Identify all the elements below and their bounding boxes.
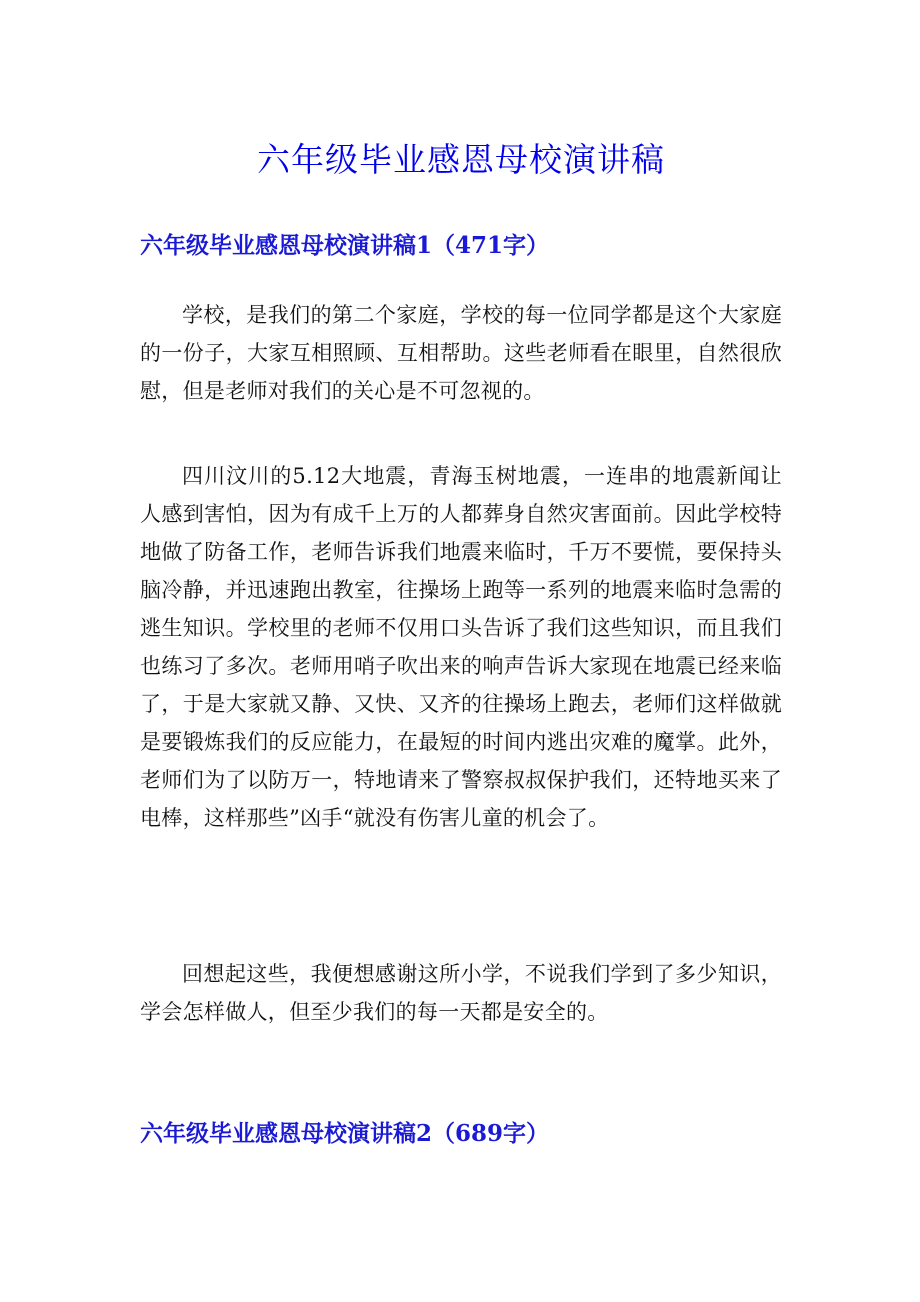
section-heading-2: 六年级毕业感恩母校演讲稿2（689字）: [140, 1120, 550, 1147]
paragraph-1: 学校，是我们的第二个家庭，学校的每一位同学都是这个大家庭的一份子，大家互相照顾、互相帮助。这些老师看在眼里，自然很欣慰，但是老师对我们的关心是不可忽视的。: [140, 303, 782, 403]
page-title: 六年级毕业感恩母校演讲稿: [257, 140, 665, 179]
section-heading-1: 六年级毕业感恩母校演讲稿1（471字）: [140, 232, 550, 259]
paragraph-3: 回想起这些，我便想感谢这所小学，不说我们学到了多少知识，学会怎样做人，但至少我们的每一天都是安全的。: [140, 962, 782, 1024]
paragraph-2: 四川汶川的5.12大地震，青海玉树地震，一连串的地震新闻让人感到害怕，因为有成千上万的人都葬身自然灾害面前。因此学校特地做了防备工作，老师告诉我们地震来临时，千万不要慌，要保持头脑冷静，并迅速跑出教室，往操场上跑等一系列的地震来临时急需的逃生知识。学校里的老师不仅用口头告诉了我们这些知识，而且我们也练习了多次。老师用哨子吹出来的响声告诉大家现在地震已经来临了，于是大家就又静、又快、又齐的往操场上跑去，老师们这样做就是要锻炼我们的反应能力，在最短的时间内逃出灾难的魔掌。此外，老师们为了以防万一，特地请来了警察叔叔保护我们，还特地买来了电棒，这样那些”凶手“就没有伤害儿童的机会了。: [140, 464, 782, 830]
